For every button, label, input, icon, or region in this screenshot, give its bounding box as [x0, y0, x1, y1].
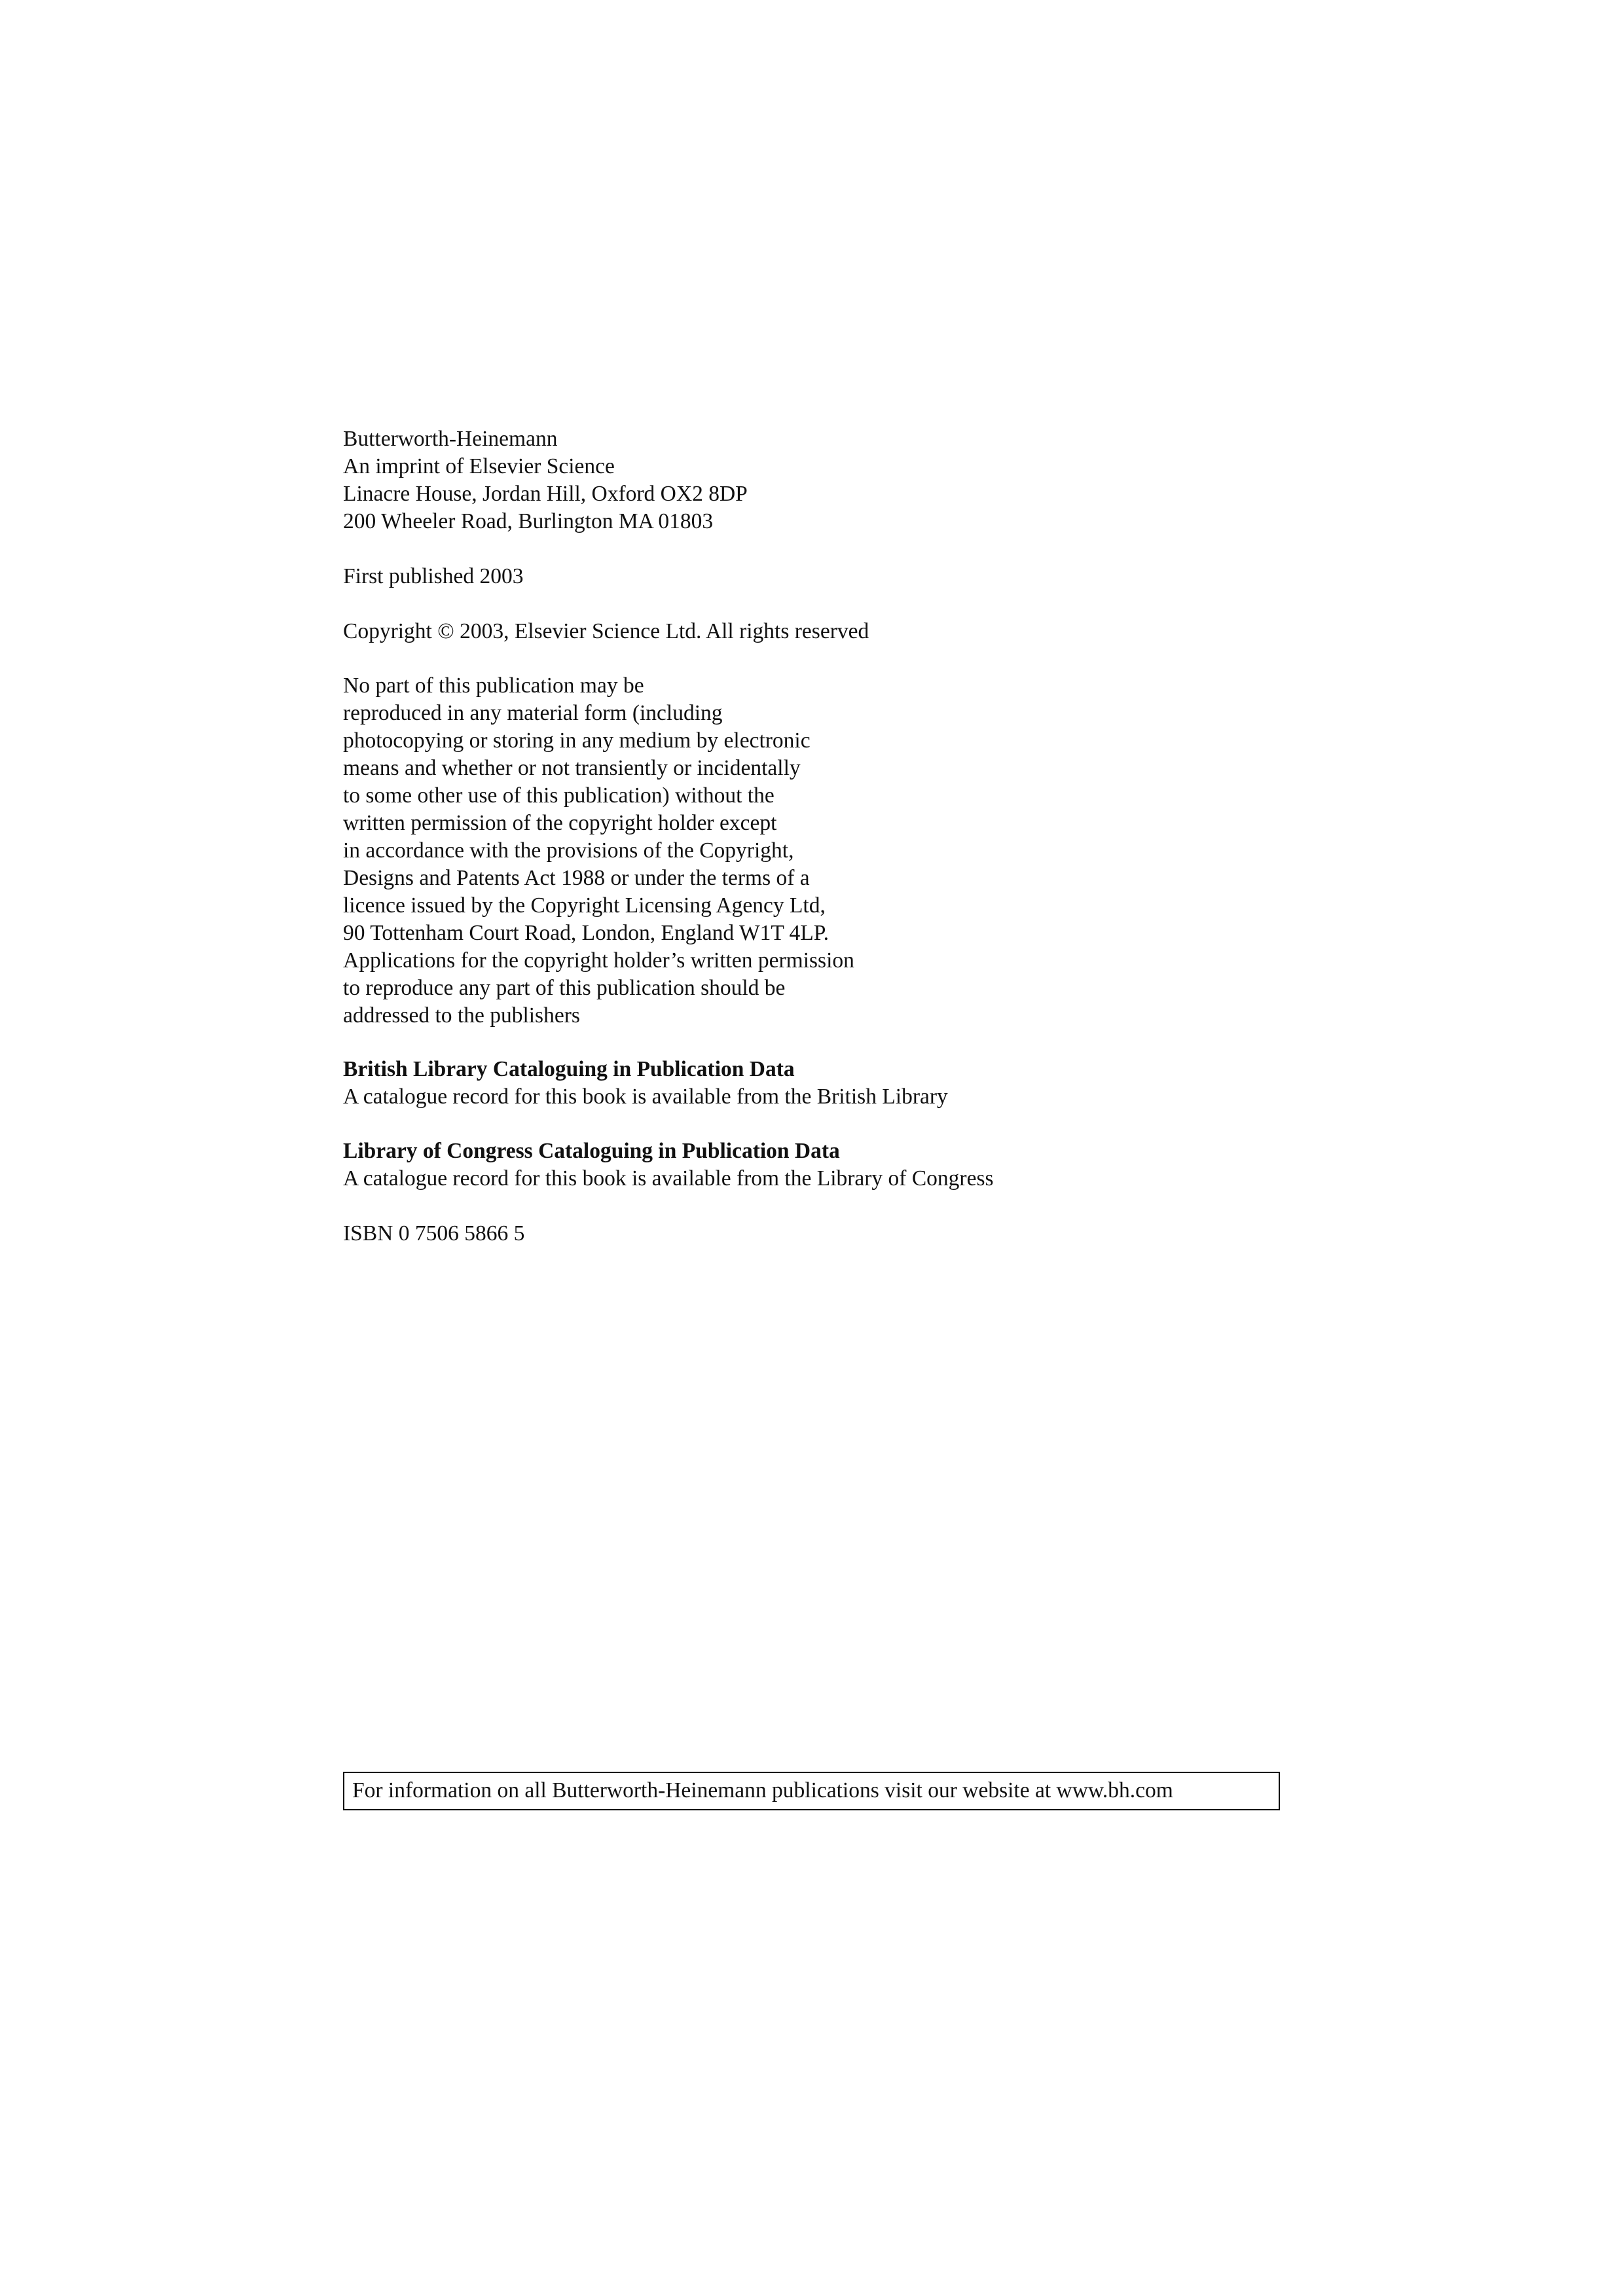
first-published-block: [343, 563, 523, 590]
rights-notice-line: licence issued by the Copyright Licensing Agency Ltd,: [343, 893, 826, 918]
copyright-block: [343, 618, 869, 645]
rights-notice-line: addressed to the publishers: [343, 1003, 580, 1028]
rights-notice-line: means and whether or not transiently or incidentally: [343, 756, 801, 780]
rights-notice-line: written permission of the copyright holder except: [343, 811, 777, 835]
british-library-heading: British Library Cataloguing in Publication Data: [343, 1057, 795, 1081]
isbn-block: [343, 1220, 524, 1247]
rights-notice-line: to some other use of this publication) without the: [343, 783, 775, 808]
publisher-address-us: 200 Wheeler Road, Burlington MA 01803: [343, 509, 714, 533]
library-of-congress-heading: Library of Congress Cataloguing in Publication Data: [343, 1139, 840, 1163]
rights-notice-line: photocopying or storing in any medium by electronic: [343, 728, 811, 753]
rights-notice-block: [343, 672, 854, 1030]
isbn: ISBN 0 7506 5866 5: [343, 1221, 525, 1246]
rights-notice-line: Designs and Patents Act 1988 or under the terms of a: [343, 866, 810, 890]
rights-notice-line: reproduced in any material form (including: [343, 701, 723, 725]
website-info-box: For information on all Butterworth-Heinemann publications visit our website at www.bh.com: [343, 1772, 1280, 1810]
publisher-imprint: An imprint of Elsevier Science: [343, 454, 615, 478]
copyright-line: Copyright © 2003, Elsevier Science Ltd. All rights reserved: [343, 619, 869, 643]
publisher-block: [343, 425, 748, 535]
publisher-address-uk: Linacre House, Jordan Hill, Oxford OX2 8DP: [343, 482, 748, 506]
rights-notice-line: Applications for the copyright holder’s written permission: [343, 948, 854, 973]
library-of-congress-block: [343, 1138, 994, 1193]
library-of-congress-text: A catalogue record for this book is available from the Library of Congress: [343, 1166, 994, 1191]
british-library-text: A catalogue record for this book is available from the British Library: [343, 1085, 948, 1109]
publisher-name: Butterworth-Heinemann: [343, 427, 558, 451]
rights-notice-line: 90 Tottenham Court Road, London, England W1T 4LP.: [343, 921, 830, 945]
rights-notice-line: No part of this publication may be: [343, 673, 644, 698]
rights-notice-line: to reproduce any part of this publication should be: [343, 976, 786, 1000]
rights-notice-line: in accordance with the provisions of the Copyright,: [343, 838, 794, 863]
first-published: First published 2003: [343, 564, 524, 588]
british-library-block: [343, 1056, 948, 1111]
